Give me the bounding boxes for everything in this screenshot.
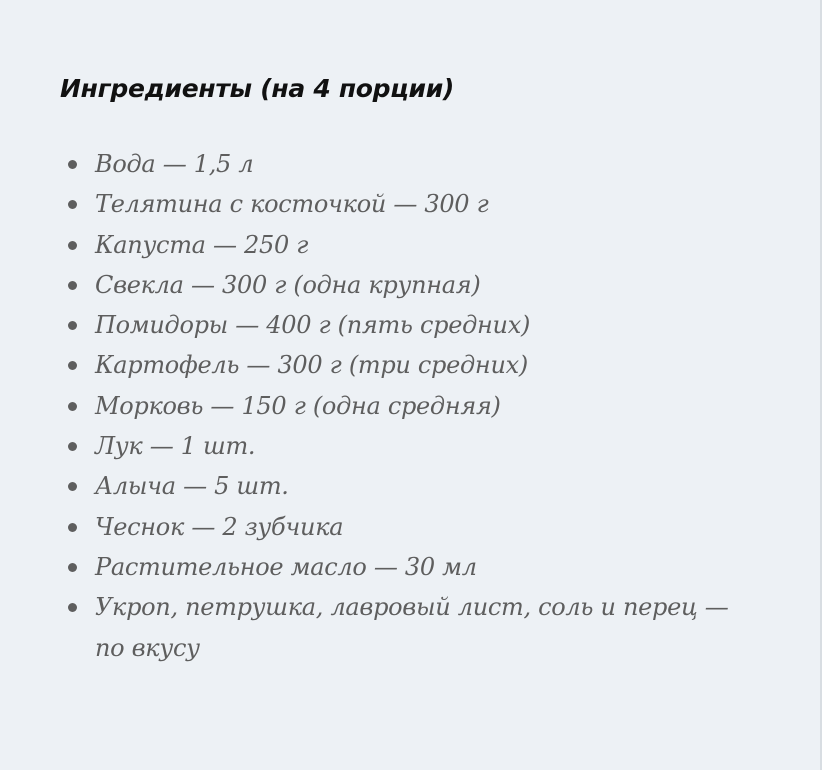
- list-item: [95, 587, 755, 668]
- bullet-icon: [68, 361, 77, 370]
- ingredient-text: Вода — 1,5 л: [95, 150, 254, 178]
- bullet-icon: [68, 321, 77, 330]
- ingredient-text: Картофель — 300 г (три средних): [95, 351, 528, 380]
- list-item: [95, 305, 755, 345]
- ingredient-text: Помидоры — 400 г (пять средних): [95, 311, 531, 340]
- ingredient-text: Морковь — 150 г (одна средняя): [95, 391, 501, 420]
- bullet-icon: [68, 523, 77, 532]
- bullet-icon: [68, 442, 77, 451]
- ingredient-text: Капуста — 250 г: [95, 230, 309, 259]
- list-item: [95, 184, 755, 224]
- list-item: [95, 345, 755, 385]
- list-item: [95, 507, 755, 547]
- bullet-icon: [68, 563, 77, 572]
- list-item: [95, 466, 755, 506]
- bullet-icon: [68, 402, 77, 411]
- list-item: [95, 547, 755, 587]
- list-item: [95, 426, 755, 466]
- ingredients-list: [95, 144, 755, 668]
- ingredient-text: Свекла — 300 г (одна крупная): [95, 270, 481, 299]
- bullet-icon: [68, 200, 77, 209]
- ingredient-text: Чеснок — 2 зубчика: [95, 512, 344, 541]
- list-item: [95, 225, 755, 265]
- ingredient-text: Телятина с косточкой — 300 г: [95, 190, 489, 219]
- bullet-icon: [68, 281, 77, 290]
- bullet-icon: [68, 603, 77, 612]
- list-item: [95, 144, 755, 184]
- bullet-icon: [68, 160, 77, 169]
- list-item: [95, 386, 755, 426]
- ingredients-heading: Ингредиенты (на 4 порции): [60, 74, 455, 103]
- list-item: [95, 265, 755, 305]
- ingredient-text: Растительное масло — 30 мл: [95, 552, 477, 581]
- ingredient-text: Укроп, петрушка, лавровый лист, соль и перец — по вкусу: [95, 593, 729, 662]
- ingredient-text: Алыча — 5 шт.: [95, 472, 289, 501]
- ingredient-text: Лук — 1 шт.: [95, 432, 256, 461]
- bullet-icon: [68, 482, 77, 491]
- bullet-icon: [68, 241, 77, 250]
